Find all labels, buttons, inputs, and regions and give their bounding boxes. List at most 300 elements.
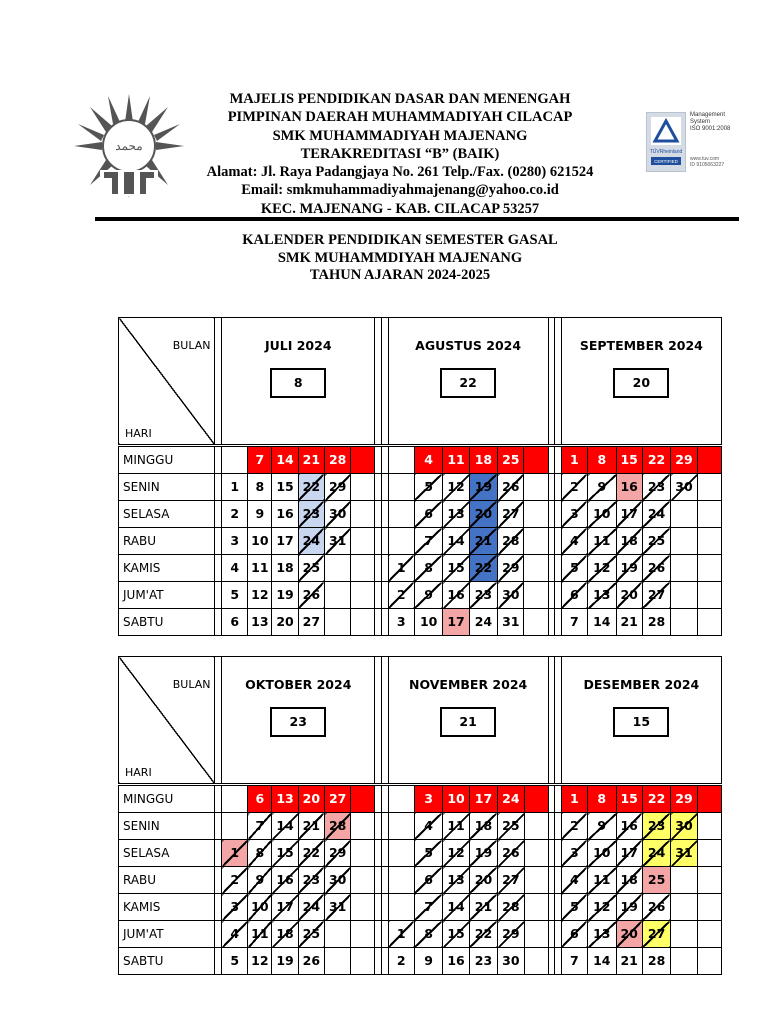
date-cell: 30: [671, 813, 697, 840]
date-cell: 17: [443, 609, 469, 636]
month-name: AGUSTUS 2024: [415, 338, 522, 353]
day-row: [119, 528, 722, 555]
date-cell: 13: [248, 609, 272, 636]
date-cell: 14: [443, 894, 469, 921]
date-cell: [524, 840, 548, 867]
date-cell: 7: [248, 446, 272, 474]
date-cell: 2: [222, 501, 248, 528]
date-cell: 19: [272, 582, 298, 609]
date-cell: [524, 948, 548, 975]
date-cell: 22: [469, 921, 498, 948]
date-cell: 12: [443, 474, 469, 501]
date-cell: [351, 528, 375, 555]
date-cell: 25: [642, 528, 670, 555]
date-cell: 6: [414, 867, 443, 894]
header-line: PIMPINAN DAERAH MUHAMMADIYAH CILACAP: [227, 109, 573, 126]
date-cell: 31: [325, 528, 351, 555]
day-row: [119, 555, 722, 582]
date-cell: 28: [642, 609, 670, 636]
date-cell: 28: [498, 528, 524, 555]
date-cell: 27: [325, 785, 351, 813]
day-row: [119, 867, 722, 894]
date-cell: 10: [248, 528, 272, 555]
effective-days-box: 15: [613, 707, 669, 737]
title-line: KALENDER PENDIDIKAN SEMESTER GASAL: [242, 232, 558, 248]
date-cell: [351, 840, 375, 867]
day-name: JUM'AT: [119, 582, 215, 609]
date-cell: 8: [588, 785, 617, 813]
date-cell: 29: [498, 555, 524, 582]
date-cell: [697, 555, 721, 582]
bulan-label: BULAN: [172, 678, 211, 691]
date-cell: 24: [498, 785, 524, 813]
cert-small-line: www.tuv.com: [690, 156, 720, 162]
date-cell: [388, 813, 414, 840]
date-cell: 4: [561, 867, 587, 894]
month-name: SEPTEMBER 2024: [579, 338, 703, 353]
date-cell: 11: [443, 813, 469, 840]
calendar-table-1: [118, 317, 722, 636]
bulan-label: BULAN: [172, 339, 211, 352]
date-cell: 5: [222, 582, 248, 609]
date-cell: [697, 785, 721, 813]
date-cell: [524, 528, 548, 555]
month-header: [222, 657, 375, 785]
date-cell: [524, 894, 548, 921]
date-cell: [351, 609, 375, 636]
day-row: [119, 474, 722, 501]
date-cell: [222, 813, 248, 840]
date-cell: 8: [588, 446, 616, 474]
date-cell: 7: [561, 609, 587, 636]
date-cell: 26: [498, 840, 524, 867]
date-cell: 20: [272, 609, 298, 636]
cert-small-line: ID 9105063227: [690, 162, 725, 168]
date-cell: 26: [498, 474, 524, 501]
hari-label: HARI: [125, 427, 152, 440]
effective-days-box: 8: [270, 368, 326, 398]
date-cell: 25: [498, 446, 524, 474]
date-cell: 2: [388, 582, 414, 609]
date-cell: 18: [616, 528, 642, 555]
date-cell: 22: [642, 785, 671, 813]
date-cell: 4: [414, 813, 443, 840]
date-cell: 20: [616, 582, 642, 609]
date-cell: 17: [272, 528, 298, 555]
day-name: RABU: [119, 867, 215, 894]
date-cell: 8: [248, 474, 272, 501]
date-cell: 23: [469, 948, 498, 975]
date-cell: 29: [671, 785, 697, 813]
date-cell: 23: [298, 501, 324, 528]
date-cell: 15: [272, 840, 298, 867]
date-cell: 13: [588, 582, 616, 609]
date-cell: 18: [272, 555, 298, 582]
date-cell: 30: [325, 501, 351, 528]
month-header-row: [119, 318, 722, 446]
date-cell: 9: [414, 948, 443, 975]
date-cell: 30: [325, 867, 351, 894]
effective-days-box: 22: [440, 368, 496, 398]
date-cell: [388, 867, 414, 894]
header-line: SMK MUHAMMADIYAH MAJENANG: [272, 127, 528, 144]
date-cell: 8: [414, 921, 443, 948]
month-name: OKTOBER 2024: [245, 677, 352, 692]
date-cell: 15: [616, 785, 642, 813]
cert-line: ISO 9001:2008: [690, 126, 731, 132]
date-cell: [697, 867, 721, 894]
date-cell: [388, 501, 414, 528]
date-cell: 28: [498, 894, 524, 921]
date-cell: [222, 446, 248, 474]
date-cell: 21: [298, 446, 324, 474]
date-cell: 12: [588, 894, 617, 921]
day-name: SABTU: [119, 948, 215, 975]
date-cell: 9: [248, 867, 272, 894]
date-cell: 4: [561, 528, 587, 555]
date-cell: [524, 921, 548, 948]
date-cell: 26: [642, 894, 671, 921]
date-cell: [351, 785, 375, 813]
date-cell: [388, 840, 414, 867]
date-cell: 18: [469, 813, 498, 840]
date-cell: 14: [588, 609, 616, 636]
date-cell: [671, 867, 697, 894]
date-cell: [351, 948, 375, 975]
date-cell: [697, 840, 721, 867]
calendar-table-2: [118, 656, 722, 975]
certified-label: CERTIFIED: [654, 159, 678, 164]
date-cell: 21: [469, 894, 498, 921]
date-cell: 10: [443, 785, 469, 813]
date-cell: [697, 582, 721, 609]
date-cell: 20: [469, 501, 497, 528]
date-cell: 22: [469, 555, 497, 582]
muhammadiyah-logo: [70, 92, 188, 200]
date-cell: 3: [561, 501, 587, 528]
date-cell: [697, 813, 721, 840]
date-cell: 21: [469, 528, 497, 555]
date-cell: [697, 528, 721, 555]
date-cell: 19: [272, 948, 298, 975]
date-cell: 25: [642, 867, 671, 894]
date-cell: [697, 501, 721, 528]
date-cell: 1: [388, 555, 414, 582]
date-cell: 28: [325, 446, 351, 474]
day-row: [119, 501, 722, 528]
date-cell: 29: [498, 921, 524, 948]
day-name: JUM'AT: [119, 921, 215, 948]
date-cell: 19: [469, 474, 497, 501]
date-cell: 28: [325, 813, 351, 840]
date-cell: 6: [561, 582, 587, 609]
date-cell: 16: [443, 948, 469, 975]
date-cell: [697, 609, 721, 636]
date-cell: 7: [248, 813, 272, 840]
month-header: [561, 318, 721, 446]
header-line: Alamat: Jl. Raya Padangjaya No. 261 Telp./Fax. (0280) 621524: [206, 164, 594, 181]
date-cell: 25: [298, 921, 324, 948]
date-cell: 16: [272, 867, 298, 894]
date-cell: [524, 813, 548, 840]
day-row: [119, 582, 722, 609]
date-cell: 13: [588, 921, 617, 948]
date-cell: 30: [671, 474, 697, 501]
date-cell: 24: [298, 528, 324, 555]
date-cell: 22: [298, 840, 324, 867]
date-cell: 5: [414, 474, 442, 501]
bulan-hari-corner: [119, 657, 215, 785]
month-header: [561, 657, 721, 785]
month-name: DESEMBER 2024: [583, 677, 700, 692]
date-cell: [351, 921, 375, 948]
day-row: [119, 446, 722, 474]
date-cell: 12: [248, 582, 272, 609]
date-cell: 12: [248, 948, 272, 975]
date-cell: [697, 446, 721, 474]
date-cell: [671, 609, 697, 636]
date-cell: 27: [298, 609, 324, 636]
date-cell: [671, 921, 697, 948]
date-cell: 19: [469, 840, 498, 867]
month-header-row: [119, 657, 722, 785]
date-cell: 15: [443, 921, 469, 948]
effective-days-box: 23: [270, 707, 326, 737]
date-cell: 9: [414, 582, 442, 609]
day-row: [119, 609, 722, 636]
date-cell: 3: [388, 609, 414, 636]
date-cell: [351, 474, 375, 501]
cert-small-text: [690, 156, 740, 168]
date-cell: [325, 609, 351, 636]
date-cell: [388, 894, 414, 921]
date-cell: [524, 446, 548, 474]
date-cell: 31: [498, 609, 524, 636]
date-cell: 27: [498, 501, 524, 528]
date-cell: 21: [616, 948, 642, 975]
date-cell: [697, 948, 721, 975]
day-row: [119, 813, 722, 840]
date-cell: 6: [561, 921, 587, 948]
day-row: [119, 785, 722, 813]
date-cell: 5: [561, 894, 587, 921]
bulan-hari-corner: [119, 318, 215, 446]
date-cell: [388, 528, 414, 555]
date-cell: 14: [588, 948, 617, 975]
date-cell: 7: [561, 948, 587, 975]
date-cell: 24: [469, 609, 497, 636]
date-cell: 8: [248, 840, 272, 867]
date-cell: 19: [616, 894, 642, 921]
date-cell: 26: [298, 948, 324, 975]
date-cell: 16: [443, 582, 469, 609]
date-cell: 10: [588, 840, 617, 867]
date-cell: 2: [561, 813, 587, 840]
date-cell: [524, 474, 548, 501]
date-cell: [388, 474, 414, 501]
date-cell: 17: [616, 501, 642, 528]
date-cell: [671, 894, 697, 921]
date-cell: 18: [272, 921, 298, 948]
date-cell: 22: [298, 474, 324, 501]
date-cell: [524, 555, 548, 582]
date-cell: 17: [616, 840, 642, 867]
date-cell: 20: [469, 867, 498, 894]
date-cell: 27: [498, 867, 524, 894]
date-cell: 12: [588, 555, 616, 582]
date-cell: 22: [642, 446, 670, 474]
date-cell: [524, 867, 548, 894]
date-cell: [671, 582, 697, 609]
day-name: RABU: [119, 528, 215, 555]
date-cell: 5: [561, 555, 587, 582]
day-name: KAMIS: [119, 555, 215, 582]
date-cell: 18: [616, 867, 642, 894]
cert-line: Management: [690, 112, 726, 118]
date-cell: 16: [616, 474, 642, 501]
date-cell: 11: [588, 867, 617, 894]
date-cell: 18: [469, 446, 497, 474]
date-cell: [388, 785, 414, 813]
date-cell: [524, 582, 548, 609]
day-name: SABTU: [119, 609, 215, 636]
date-cell: 17: [272, 894, 298, 921]
date-cell: [671, 528, 697, 555]
date-cell: 24: [642, 501, 670, 528]
date-cell: 19: [616, 555, 642, 582]
day-name: KAMIS: [119, 894, 215, 921]
date-cell: [222, 785, 248, 813]
date-cell: 11: [588, 528, 616, 555]
date-cell: 1: [388, 921, 414, 948]
date-cell: [671, 501, 697, 528]
month-header: [222, 318, 375, 446]
date-cell: 9: [588, 813, 617, 840]
date-cell: 4: [414, 446, 442, 474]
date-cell: [325, 555, 351, 582]
calendar-title: [180, 232, 620, 285]
date-cell: [697, 474, 721, 501]
date-cell: 4: [222, 555, 248, 582]
month-header: [388, 657, 548, 785]
month-name: NOVEMBER 2024: [408, 677, 528, 692]
date-cell: 2: [561, 474, 587, 501]
date-cell: 3: [561, 840, 587, 867]
header-line: KEC. MAJENANG - KAB. CILACAP 53257: [260, 200, 540, 217]
date-cell: 25: [298, 555, 324, 582]
date-cell: 31: [325, 894, 351, 921]
date-cell: 15: [616, 446, 642, 474]
date-cell: 13: [443, 501, 469, 528]
title-line: SMK MUHAMMDIYAH MAJENANG: [277, 249, 523, 266]
date-cell: 30: [498, 948, 524, 975]
date-cell: 21: [616, 609, 642, 636]
date-cell: 30: [498, 582, 524, 609]
day-row: [119, 921, 722, 948]
date-cell: 31: [671, 840, 697, 867]
header-divider: [95, 217, 739, 221]
date-cell: 3: [222, 894, 248, 921]
day-row: [119, 948, 722, 975]
date-cell: 1: [222, 474, 248, 501]
effective-days-box: 20: [613, 368, 669, 398]
date-cell: [697, 894, 721, 921]
date-cell: 25: [498, 813, 524, 840]
date-cell: 23: [298, 867, 324, 894]
date-cell: 16: [272, 501, 298, 528]
date-cell: 27: [642, 921, 671, 948]
date-cell: [351, 582, 375, 609]
date-cell: 26: [298, 582, 324, 609]
date-cell: [351, 446, 375, 474]
date-cell: 6: [222, 609, 248, 636]
iso-certificate-badge: [646, 112, 738, 172]
date-cell: 13: [272, 785, 298, 813]
date-cell: 14: [272, 446, 298, 474]
date-cell: [524, 785, 548, 813]
date-cell: 15: [272, 474, 298, 501]
date-cell: 24: [642, 840, 671, 867]
svg-text:محمد: محمد: [115, 139, 143, 153]
title-line: TAHUN AJARAN 2024-2025: [309, 267, 491, 283]
header-line: TERAKREDITASI “B” (BAIK): [300, 145, 500, 162]
tuv-logo-text: TÜVRheinland: [649, 149, 683, 155]
header-line: MAJELIS PENDIDIKAN DASAR DAN MENENGAH: [229, 91, 571, 107]
date-cell: [671, 948, 697, 975]
date-cell: 17: [469, 785, 498, 813]
date-cell: 29: [325, 840, 351, 867]
date-cell: 12: [443, 840, 469, 867]
date-cell: [524, 609, 548, 636]
date-cell: [697, 921, 721, 948]
tuv-logo: [646, 112, 686, 172]
date-cell: 2: [222, 867, 248, 894]
day-name: SELASA: [119, 840, 215, 867]
day-row: [119, 894, 722, 921]
effective-days-box: 21: [440, 707, 496, 737]
date-cell: 20: [616, 921, 642, 948]
date-cell: 9: [248, 501, 272, 528]
day-row: [119, 840, 722, 867]
date-cell: 26: [642, 555, 670, 582]
date-cell: [524, 501, 548, 528]
date-cell: 14: [443, 528, 469, 555]
date-cell: 1: [561, 785, 587, 813]
date-cell: [325, 948, 351, 975]
date-cell: 9: [588, 474, 616, 501]
month-header: [388, 318, 548, 446]
date-cell: 29: [325, 474, 351, 501]
date-cell: 28: [642, 948, 671, 975]
date-cell: 11: [443, 446, 469, 474]
date-cell: 6: [248, 785, 272, 813]
date-cell: 10: [414, 609, 442, 636]
date-cell: 1: [561, 446, 587, 474]
date-cell: 8: [414, 555, 442, 582]
date-cell: 3: [222, 528, 248, 555]
date-cell: [388, 446, 414, 474]
date-cell: 14: [272, 813, 298, 840]
date-cell: 5: [222, 948, 248, 975]
date-cell: [351, 867, 375, 894]
date-cell: [671, 555, 697, 582]
cert-line: System: [690, 119, 711, 125]
date-cell: 10: [248, 894, 272, 921]
date-cell: 5: [414, 840, 443, 867]
date-cell: 24: [298, 894, 324, 921]
date-cell: 2: [388, 948, 414, 975]
date-cell: 11: [248, 555, 272, 582]
